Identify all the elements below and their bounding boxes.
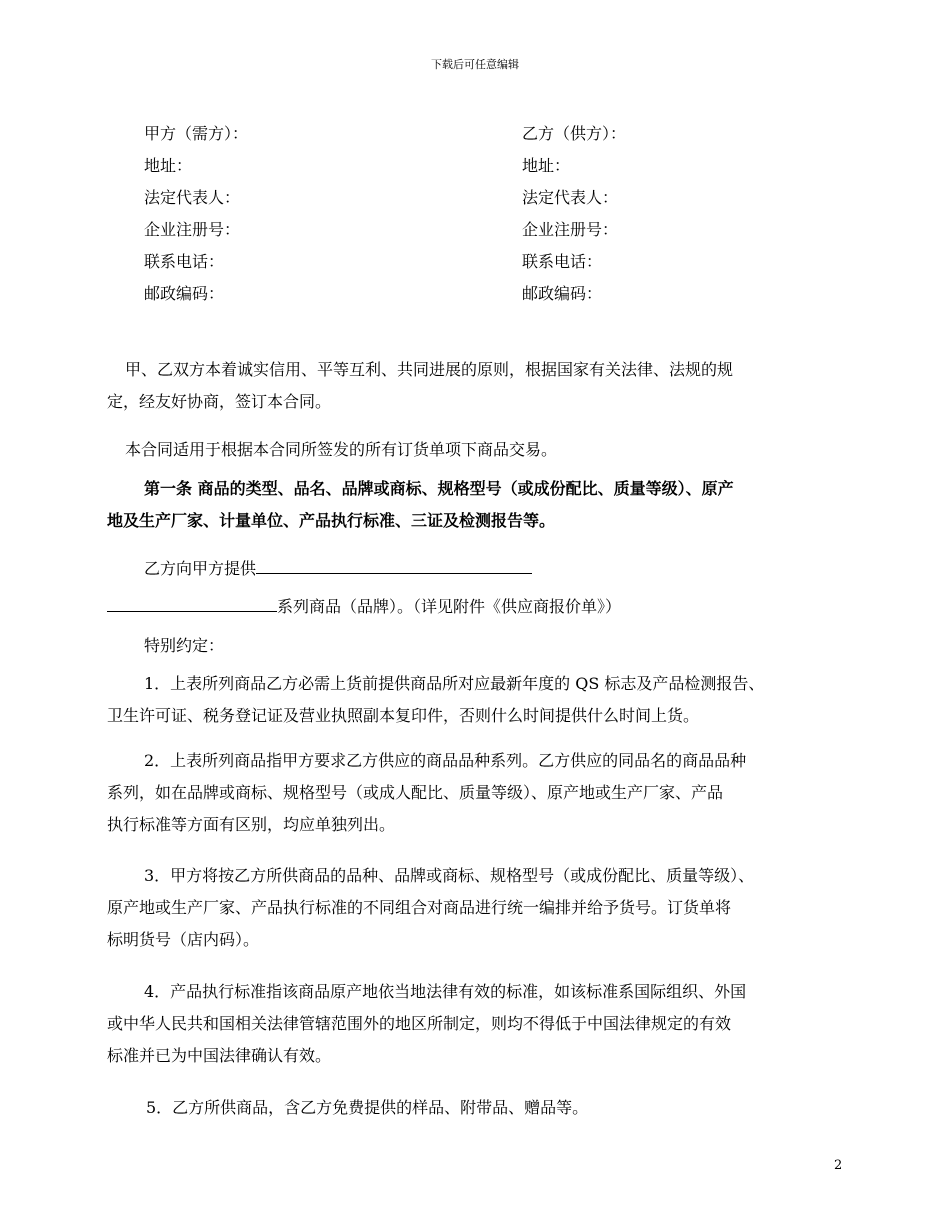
- item-1-line-2: 卫生许可证、税务登记证及营业执照副本复印件，否则什么时间提供什么时间上货。: [107, 706, 700, 725]
- item-4: [107, 976, 847, 1072]
- item-2-line-3: 执行标准等方面有区别，均应单独列出。: [107, 815, 396, 834]
- party-b-representative: 法定代表人：: [522, 188, 619, 207]
- item-4-line-1: 4．产品执行标准指该商品原产地依当地法律有效的标准，如该标准系国际组织、外国: [144, 982, 747, 1001]
- party-a-representative: 法定代表人：: [144, 188, 241, 207]
- article-one-line-2: 地及生产厂家、计量单位、产品执行标准、三证及检测报告等。: [107, 511, 556, 530]
- party-b-phone: 联系电话：: [522, 252, 603, 271]
- item-3-line-1: 3．甲方将按乙方所供商品的品种、品牌或商标、规格型号（或成份配比、质量等级）、: [144, 866, 755, 885]
- party-a-address: 地址：: [144, 156, 193, 175]
- scope-paragraph: [107, 434, 847, 466]
- party-b-address: 地址：: [522, 156, 571, 175]
- supply-prefix: 乙方向甲方提供: [144, 559, 257, 578]
- item-5: [107, 1092, 847, 1124]
- party-b-registration: 企业注册号：: [522, 220, 619, 239]
- intro-paragraph: [107, 354, 847, 418]
- item-2-line-2: 系列，如在品牌或商标、规格型号（或成人配比、质量等级）、原产地或生产厂家、产品: [107, 783, 724, 802]
- special-label: 特别约定：: [144, 636, 225, 655]
- item-1: [107, 668, 847, 732]
- party-a-phone: 联系电话：: [144, 252, 225, 271]
- supply-line-2: [107, 591, 847, 623]
- item-4-line-3: 标准并已为中国法律确认有效。: [107, 1046, 332, 1065]
- supply-line-1: [107, 553, 847, 585]
- item-3-line-3: 标明货号（店内码）。: [107, 930, 260, 949]
- special-terms-label: [107, 630, 847, 662]
- article-one-line-1: 第一条 商品的类型、品名、品牌或商标、规格型号（或成份配比、质量等级）、原产: [144, 479, 734, 498]
- item-2-line-1: 2．上表所列商品指甲方要求乙方供应的商品品种系列。乙方供应的同品名的商品品种: [144, 751, 747, 770]
- party-b-postcode: 邮政编码：: [522, 284, 603, 303]
- article-one-heading: [107, 473, 847, 537]
- page-number: 2: [834, 1158, 843, 1173]
- item-3-line-2: 原产地或生产厂家、产品执行标准的不同组合对商品进行统一编排并给予货号。订货单将: [107, 898, 732, 917]
- item-4-line-2: 或中华人民共和国相关法律管辖范围外的地区所制定，则均不得低于中国法律规定的有效: [107, 1014, 732, 1033]
- party-b-title: 乙方（供方）：: [522, 124, 627, 143]
- party-a-postcode: 邮政编码：: [144, 284, 225, 303]
- item-2: [107, 745, 847, 841]
- scope-text: 本合同适用于根据本合同所签发的所有订货单项下商品交易。: [125, 440, 558, 459]
- item-5-line-1: 5．乙方所供商品，含乙方免费提供的样品、附带品、赠品等。: [146, 1098, 589, 1117]
- item-3: [107, 860, 847, 956]
- item-1-line-1: 1．上表所列商品乙方必需上货前提供商品所对应最新年度的 QS 标志及产品检测报告、: [144, 674, 765, 693]
- intro-line-2: 定，经友好协商，签订本合同。: [107, 392, 332, 411]
- party-a-registration: 企业注册号：: [144, 220, 241, 239]
- supply-blank-1: [256, 555, 532, 574]
- party-a-title: 甲方（需方）：: [144, 124, 249, 143]
- page-header: 下载后可任意编辑: [431, 58, 519, 71]
- intro-line-1: 甲、乙双方本着诚实信用、平等互利、共同进展的原则，根据国家有关法律、法规的规: [125, 360, 734, 379]
- supply-blank-2: [107, 593, 277, 612]
- supply-suffix: 系列商品（品牌）。（详见附件《供应商报价单》）: [277, 597, 622, 616]
